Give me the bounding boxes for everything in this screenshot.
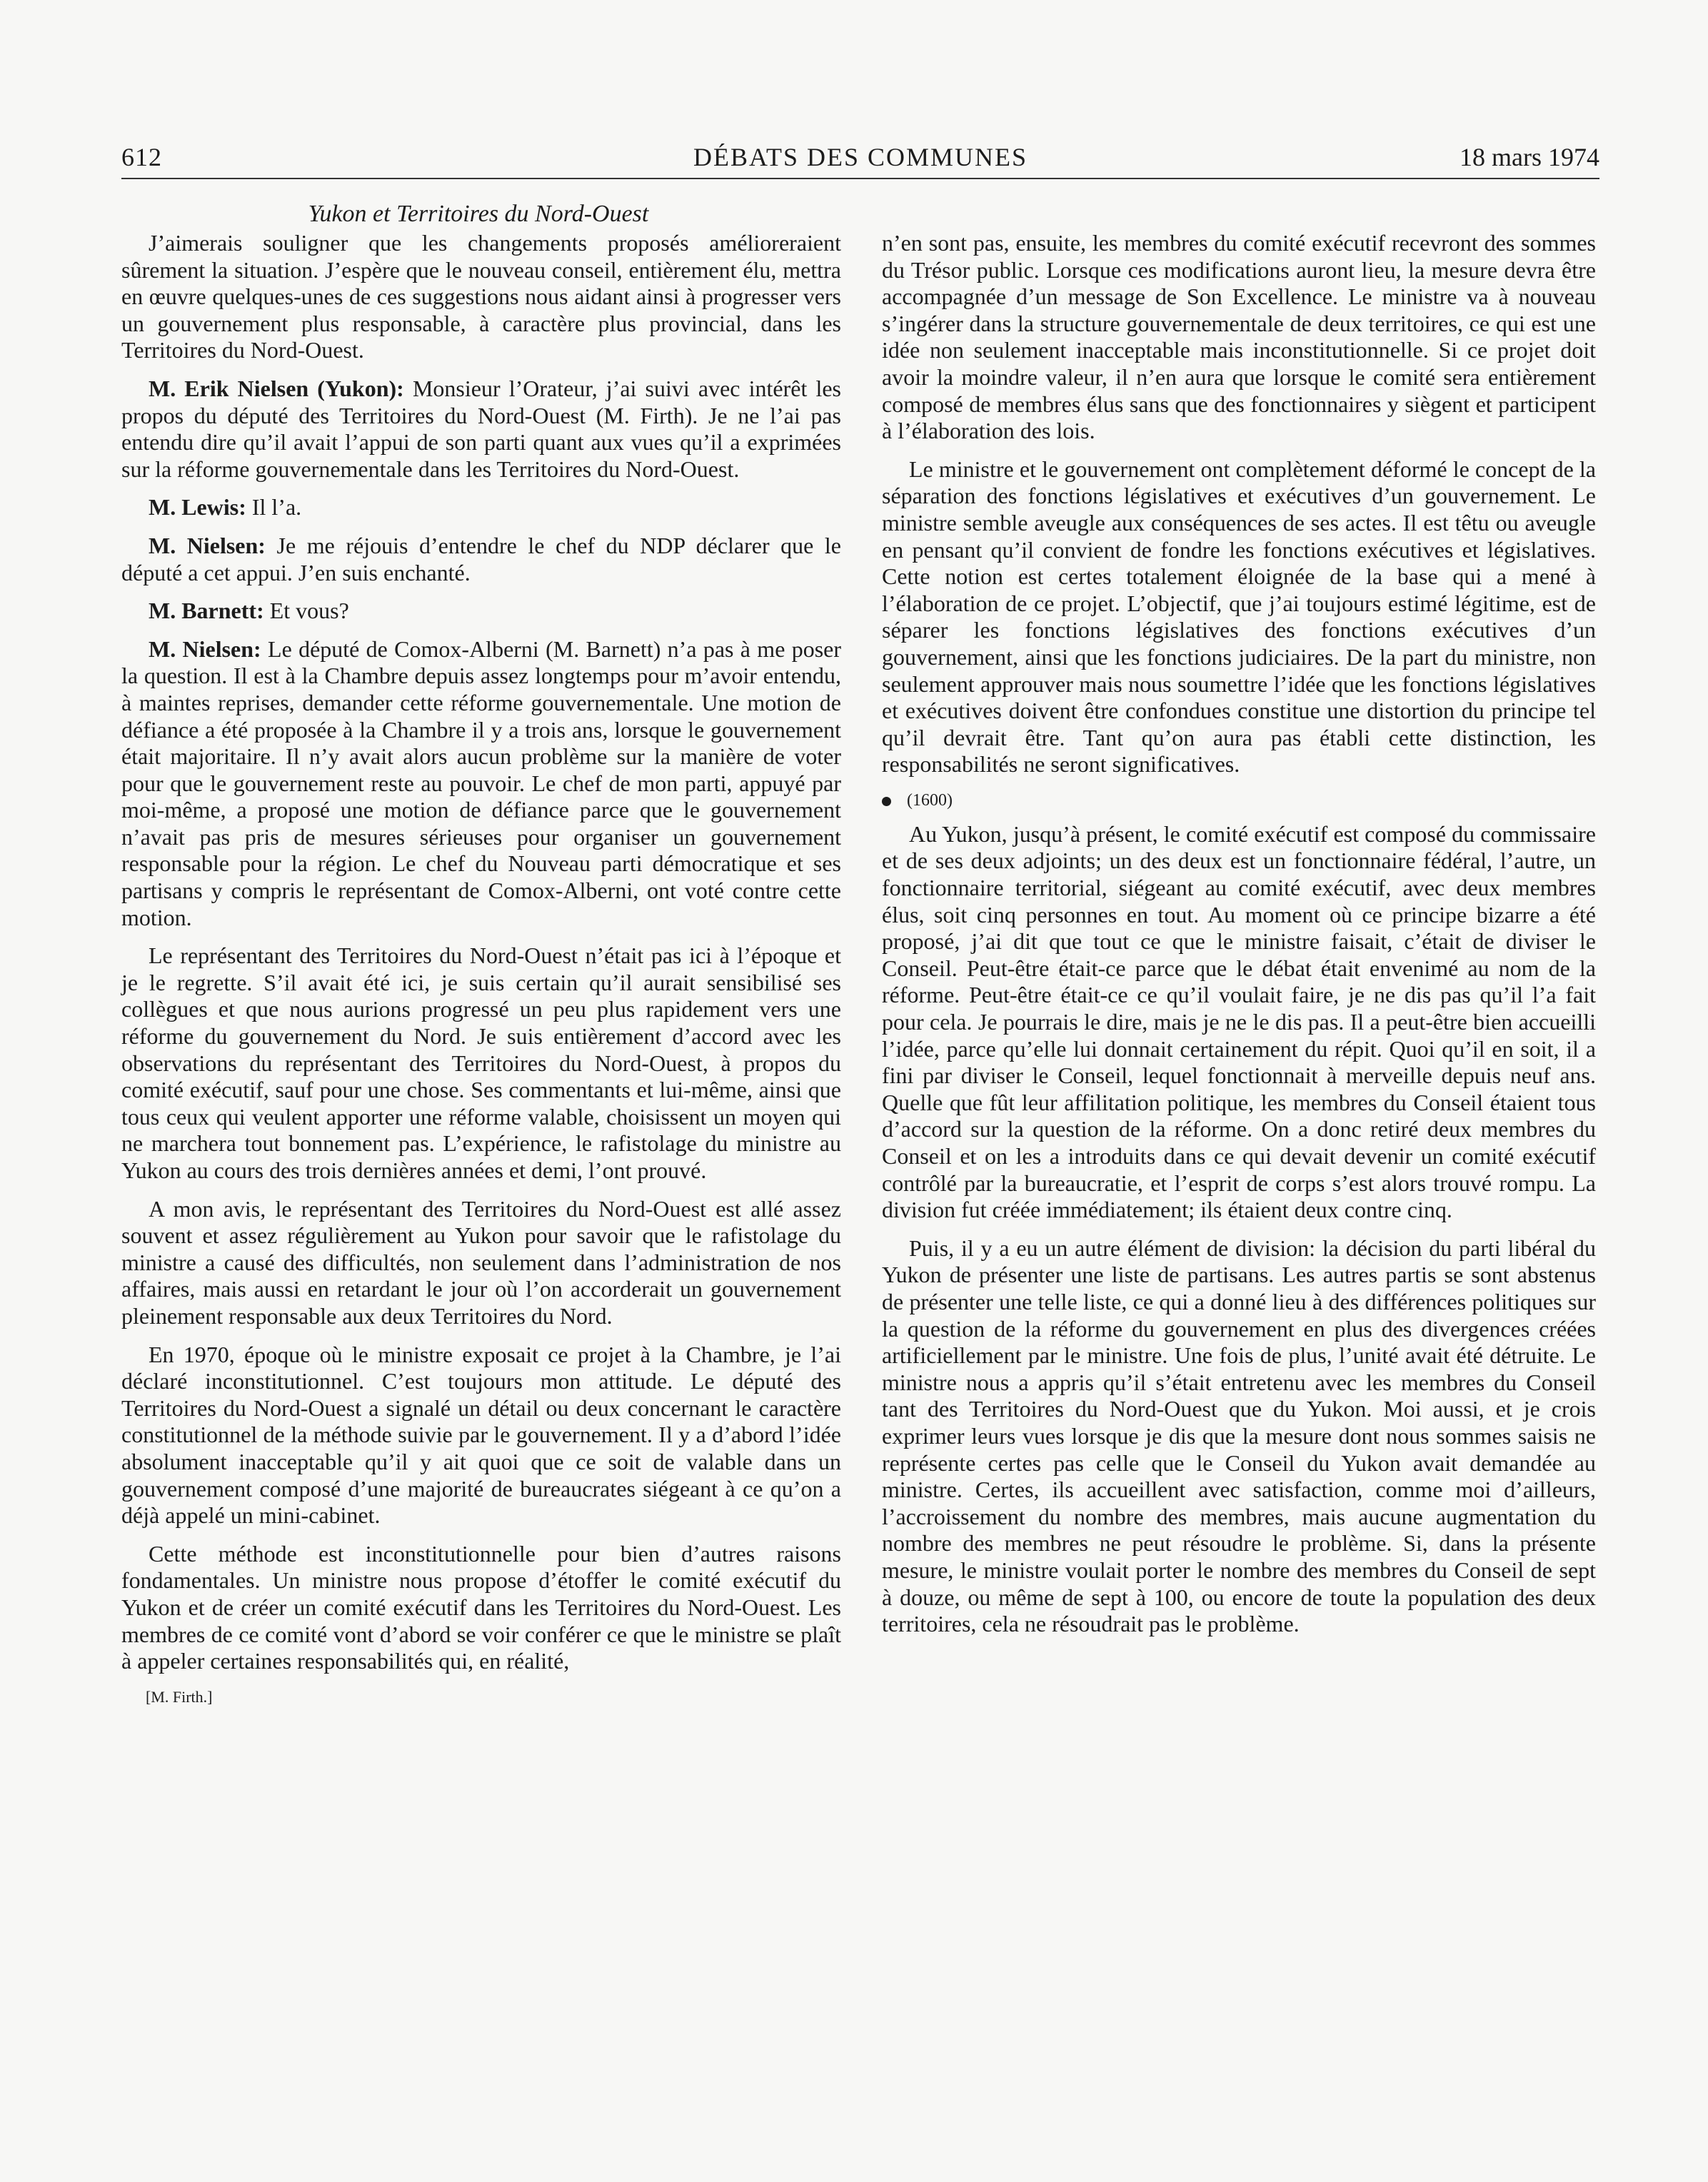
publication-title: DÉBATS DES COMMUNES <box>693 143 1028 171</box>
page-date: 18 mars 1974 <box>1460 143 1599 171</box>
bullet-icon <box>882 797 891 806</box>
speaker-name: M. Barnett: <box>149 598 264 624</box>
speaker-footnote: [M. Firth.] <box>146 1687 213 1706</box>
paragraph: J’aimerais souligner que les changements proposés amélioreraient sûrement la situation. J’espère que le nouveau conseil, entièrement élu, mettra en œuvre quelques-unes de ces suggestions nous aidant ainsi à progresser vers un gouvernement plus responsable, à caractère plus provincial, dans les Territoires du Nord-Ouest. <box>121 230 841 363</box>
speaker-name: M. Lewis: <box>149 494 246 521</box>
speech-text: Le député de Comox-Alberni (M. Barnett) n’a pas à me poser la question. Il est à la Chambre depuis assez longtemps pour m’avoir entendu, à maintes reprises, demander cette réforme gouvernementale. Une motion de défiance a été proposée à la Chambre il y a trois ans, lorsque le gouvernement était majoritaire. Il n’y avait alors aucun problème sur la manière de voter pour que le gouvernement reste au pouvoir. Le chef de mon parti, appuyé par moi-même, a proposé une motion de défiance parce que le gouvernement n’avait pas pris de mesures sérieuses pour organiser un gouvernement responsable pour la région. Le chef du Nouveau parti démocratique et ses partisans y compris le représentant de Comox-Alberni, ont voté contre cette motion. <box>121 635 842 930</box>
paragraph: En 1970, époque où le ministre exposait ce projet à la Chambre, je l’ai déclaré inconstitutionnel. C’est toujours mon attitude. Le député des Territoires du Nord-Ouest a signalé un détail ou deux concernant le caractère constitutionnel de la méthode suivie par le gouvernement. Il y a d’abord l’idée absolument inacceptable qu’il y ait quoi que ce soit de valable dans un gouvernement composé d’une majorité de bureaucrates siégeant à ce qu’on a déjà appelé un mini-cabinet. <box>121 1341 841 1529</box>
paragraph: Puis, il y a eu un autre élément de division: la décision du parti libéral du Yukon de présenter une liste de partisans. Les autres partis se sont abstenus de présenter une telle liste, ce qui a donné lieu à des différences politiques sur la question de la réforme du gouvernement en plus des divergences créées artificiellement par le ministre. Une fois de plus, l’unité avait été détruite. Le ministre nous a appris qu’il s’était entretenu avec les membres du Conseil tant des Territoires du Nord-Ouest que du Yukon. Moi aussi, et je crois exprimer leurs vues lorsque je dis que la mesure dont nous sommes saisis ne représente certes pas celle que le Conseil du Yukon avait demandée au ministre. Certes, ils accueillent avec satisfaction, comme moi d’ailleurs, l’accroissement du nombre des membres, mais aucune augmentation du nombre des membres ne peut résoudre le problème. Si, dans la présente mesure, le ministre voulait porter le nombre des membres du Conseil de sept à douze, ou même de sept à 100, ou encore de toute la population des deux territoires, cela ne résoudrait pas le problème. <box>882 1235 1596 1637</box>
paragraph: Cette méthode est inconstitutionnelle pour bien d’autres raisons fondamentales. Un ministre nous propose d’étoffer le comité exécutif du Yukon et de créer un comité exécutif dans les Territoires du Nord-Ouest. Les membres de ce comité vont d’abord se voir conférer ce que le ministre se plaît à appeler certaines responsabilités qui, en réalité, <box>121 1540 841 1674</box>
speech-text: Et vous? <box>263 598 349 624</box>
time-marker <box>882 790 1596 811</box>
speech-text: Il l’a. <box>246 494 302 521</box>
section-subject: Yukon et Territoires du Nord-Ouest <box>308 201 649 227</box>
page-number: 612 <box>121 143 162 171</box>
speech-paragraph <box>121 533 841 586</box>
speech-text: Je me réjouis d’entendre le chef du NDP déclarer que le député a cet appui. J’en suis enchanté. <box>121 532 842 585</box>
speech-paragraph <box>121 376 841 483</box>
paragraph: Le ministre et le gouvernement ont complètement déformé le concept de la séparation des fonctions législatives et exécutives d’un gouvernement. Le ministre semble aveugle aux conséquences de ses actes. Il est têtu ou aveugle en pensant qu’il convient de fondre les fonctions exécutives et législatives. Cette notion est certes totalement éloignée de la base qui a mené à l’élaboration de ce projet. L’objectif, que j’ai toujours estimé légitime, est de séparer les fonctions législatives des fonctions exécutives d’un gouvernement, ainsi que les fonctions judiciaires. De la part du ministre, non seulement approuver mais nous soumettre l’idée que les fonctions législatives et exécutives doivent être confondues constitue une distortion du principe tel qu’il devrait être. Tant qu’on aura pas établi cette distinction, les responsabilités ne seront significatives. <box>882 456 1596 778</box>
left-column <box>121 230 841 1708</box>
speech-paragraph <box>121 494 841 521</box>
time-marker-text: (1600) <box>907 790 953 810</box>
paragraph: Au Yukon, jusqu’à présent, le comité exécutif est composé du commissaire et de ses deux adjoints; un des deux est un fonctionnaire fédéral, l’autre, un fonctionnaire territorial, siégeant au comité exécutif, avec deux membres élus, soit cinq personnes en tout. Au moment où ce principe bizarre a été proposé, j’ai dit que tout ce que le ministre faisait, c’était de diviser le Conseil. Peut-être était-ce parce que le débat était envenimé au nom de la réforme. Peut-être était-ce ce qu’il voulait faire, je ne dis pas qu’il l’a fait pour cela. Je pourrais le dire, mais je ne le dis pas. Il a peut-être bien accueilli l’idée, parce qu’elle lui donnait certainement du répit. Quoi qu’il en soit, il a fini par diviser le Conseil, lequel fonctionnait à merveille depuis neuf ans. Quelle que fût leur affilitation politique, les membres du Conseil étaient tous d’accord sur la question de la réforme. On a donc retiré deux membres du Conseil et on les a introduits dans ce qui devait devenir un comité exécutif contrôlé par la bureaucratie, et l’esprit de corps s’est alors trouvé rompu. La division fut créée immédiatement; ils étaient deux contre cinq. <box>882 820 1596 1223</box>
speech-paragraph <box>121 636 841 932</box>
right-column <box>882 230 1596 1649</box>
paragraph: Le représentant des Territoires du Nord-Ouest n’était pas ici à l’époque et je le regrette. S’il avait été ici, je suis certain qu’il aurait sensibilisé ses collègues et que nous aurions progressé un peu plus rapidement vers une réforme du gouvernement du Nord. Je suis entièrement d’accord avec les observations du représentant des Territoires du Nord-Ouest, à propos du comité exécutif, sauf pour une chose. Ses commentants et lui-même, ainsi que tous ceux qui veulent apporter une réforme valable, choisissent un moyen qui ne marchera tout bonnement pas. L’expérience, le rafistolage du ministre au Yukon au cours des trois dernières années et demi, l’ont prouvé. <box>121 942 841 1183</box>
paragraph: n’en sont pas, ensuite, les membres du comité exécutif recevront des sommes du Trésor public. Lorsque ces modifications auront lieu, la mesure devra être accompagnée d’un message de Son Excellence. Le ministre va à nouveau s’ingérer dans la structure gouvernementale de deux territoires, ce qui est une idée non seulement inacceptable mais inconstitutionnelle. Si ce projet doit avoir la moindre valeur, il n’en aura que lorsque le comité sera entièrement composé de membres élus sans que des fonctionnaires y siègent et participent à l’élaboration des lois. <box>882 230 1596 444</box>
page-header <box>121 139 1599 179</box>
speech-paragraph <box>121 598 841 625</box>
speaker-name: M. Nielsen: <box>149 635 261 662</box>
speech-text: Monsieur l’Orateur, j’ai suivi avec intérêt les propos du député des Territoires du Nord-Ouest (M. Firth). Je ne l’ai pas entendu dire qu’il avait l’appui de son parti quant aux vues qu’il a exprimées sur la réforme gouvernementale dans les Territoires du Nord-Ouest. <box>121 375 842 482</box>
speaker-name: M. Erik Nielsen (Yukon): <box>149 375 404 401</box>
speaker-name: M. Nielsen: <box>149 532 266 558</box>
paragraph: A mon avis, le représentant des Territoires du Nord-Ouest est allé assez souvent et assez régulièrement au Yukon pour savoir que le rafistolage du ministre a causé des difficultés, non seulement dans l’administration de nos affaires, mais aussi en retardant le jour où l’on accorderait un gouvernement pleinement responsable aux deux Territoires du Nord. <box>121 1195 841 1329</box>
